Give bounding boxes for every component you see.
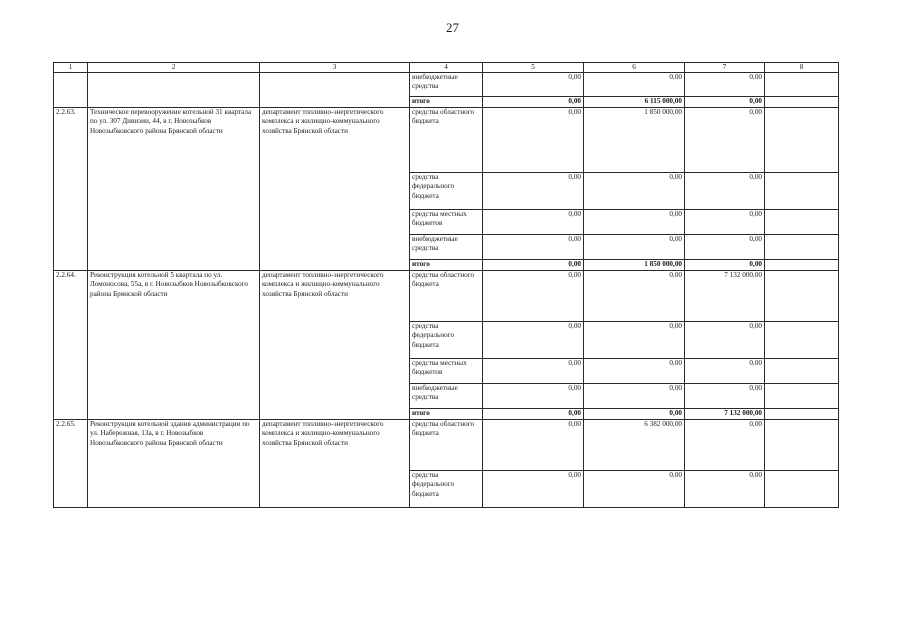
executor-cell xyxy=(260,73,410,108)
value-cell: 0,00 xyxy=(685,384,765,409)
header-cell: 2 xyxy=(88,63,260,73)
header-row xyxy=(54,63,839,73)
source-cell: средства областного бюджета xyxy=(410,108,483,173)
source-cell: итого xyxy=(410,97,483,108)
code-cell: 2.2.65. xyxy=(54,420,88,508)
value-cell: 0,00 xyxy=(685,420,765,471)
header-cell: 7 xyxy=(685,63,765,73)
empty-cell xyxy=(765,173,839,210)
empty-cell xyxy=(765,260,839,271)
empty-cell xyxy=(765,271,839,322)
value-cell: 0,00 xyxy=(584,409,685,420)
value-cell: 0,00 xyxy=(685,97,765,108)
value-cell: 1 850 000,00 xyxy=(584,260,685,271)
value-cell: 7 132 000,00 xyxy=(685,271,765,322)
value-cell: 0,00 xyxy=(685,471,765,508)
code-cell: 2.2.63. xyxy=(54,108,88,271)
value-cell: 0,00 xyxy=(483,173,584,210)
value-cell: 0,00 xyxy=(483,420,584,471)
value-cell: 0,00 xyxy=(584,322,685,359)
name-cell: Техническое перевооружение котельной 31 квартала по ул. 307 Дивизии, 44, в г. Новозыбков Новозыбковского района Брянской области xyxy=(88,108,260,271)
value-cell: 1 850 000,00 xyxy=(584,108,685,173)
source-cell: итого xyxy=(410,260,483,271)
value-cell: 0,00 xyxy=(483,210,584,235)
empty-cell xyxy=(765,409,839,420)
source-cell: средства федерального бюджета xyxy=(410,471,483,508)
value-cell: 0,00 xyxy=(483,359,584,384)
value-cell: 0,00 xyxy=(483,471,584,508)
table-row xyxy=(54,73,839,97)
value-cell: 6 115 000,00 xyxy=(584,97,685,108)
code-cell: 2.2.64. xyxy=(54,271,88,420)
source-cell: внебюджетные средства xyxy=(410,384,483,409)
value-cell: 0,00 xyxy=(584,271,685,322)
value-cell: 7 132 000,00 xyxy=(685,409,765,420)
table-row xyxy=(54,271,839,322)
value-cell: 0,00 xyxy=(483,260,584,271)
source-cell: итого xyxy=(410,409,483,420)
name-cell: Реконструкция котельной 5 квартала по ул. Ломоносова, 55а, в г. Новозыбков Новозыбковского района Брянской области xyxy=(88,271,260,420)
empty-cell xyxy=(765,73,839,97)
value-cell: 0,00 xyxy=(483,97,584,108)
value-cell: 0,00 xyxy=(483,384,584,409)
source-cell: средства областного бюджета xyxy=(410,271,483,322)
value-cell: 0,00 xyxy=(685,359,765,384)
value-cell: 0,00 xyxy=(685,235,765,260)
header-cell: 8 xyxy=(765,63,839,73)
value-cell: 0,00 xyxy=(685,173,765,210)
name-cell xyxy=(88,73,260,108)
header-cell: 4 xyxy=(410,63,483,73)
value-cell: 0,00 xyxy=(483,73,584,97)
empty-cell xyxy=(765,235,839,260)
value-cell: 0,00 xyxy=(685,210,765,235)
empty-cell xyxy=(765,108,839,173)
table-row xyxy=(54,108,839,173)
value-cell: 0,00 xyxy=(483,271,584,322)
value-cell: 0,00 xyxy=(685,73,765,97)
value-cell: 0,00 xyxy=(483,235,584,260)
source-cell: средства местных бюджетов xyxy=(410,210,483,235)
source-cell: внебюджетные средства xyxy=(410,73,483,97)
source-cell: средства федерального бюджета xyxy=(410,322,483,359)
value-cell: 0,00 xyxy=(584,235,685,260)
empty-cell xyxy=(765,210,839,235)
empty-cell xyxy=(765,471,839,508)
executor-cell: департамент топливно-энергетического комплекса и жилищно-коммунального хозяйства Брянской области xyxy=(260,420,410,508)
value-cell: 0,00 xyxy=(584,471,685,508)
page-number: 27 xyxy=(446,20,459,35)
value-cell: 0,00 xyxy=(483,108,584,173)
empty-cell xyxy=(765,359,839,384)
header-cell: 5 xyxy=(483,63,584,73)
header-cell: 6 xyxy=(584,63,685,73)
value-cell: 0,00 xyxy=(483,322,584,359)
name-cell: Реконструкция котельной здания администрации по ул. Набережная, 13а, в г. Новозыбков Новозыбковского района Брянской области xyxy=(88,420,260,508)
value-cell: 0,00 xyxy=(685,108,765,173)
source-cell: средства федерального бюджета xyxy=(410,173,483,210)
value-cell: 0,00 xyxy=(685,260,765,271)
value-cell: 0,00 xyxy=(584,210,685,235)
value-cell: 0,00 xyxy=(483,409,584,420)
empty-cell xyxy=(765,322,839,359)
header-cell: 1 xyxy=(54,63,88,73)
header-cell: 3 xyxy=(260,63,410,73)
source-cell: средства областного бюджета xyxy=(410,420,483,471)
code-cell xyxy=(54,73,88,108)
source-cell: средства местных бюджетов xyxy=(410,359,483,384)
value-cell: 6 382 000,00 xyxy=(584,420,685,471)
value-cell: 0,00 xyxy=(584,359,685,384)
source-cell: внебюджетные средства xyxy=(410,235,483,260)
program-table xyxy=(53,62,839,508)
value-cell: 0,00 xyxy=(584,384,685,409)
empty-cell xyxy=(765,420,839,471)
value-cell: 0,00 xyxy=(685,322,765,359)
table-row xyxy=(54,420,839,471)
empty-cell xyxy=(765,97,839,108)
executor-cell: департамент топливно-энергетического комплекса и жилищно-коммунального хозяйства Брянской области xyxy=(260,108,410,271)
value-cell: 0,00 xyxy=(584,173,685,210)
value-cell: 0,00 xyxy=(584,73,685,97)
empty-cell xyxy=(765,384,839,409)
executor-cell: департамент топливно-энергетического комплекса и жилищно-коммунального хозяйства Брянской области xyxy=(260,271,410,420)
